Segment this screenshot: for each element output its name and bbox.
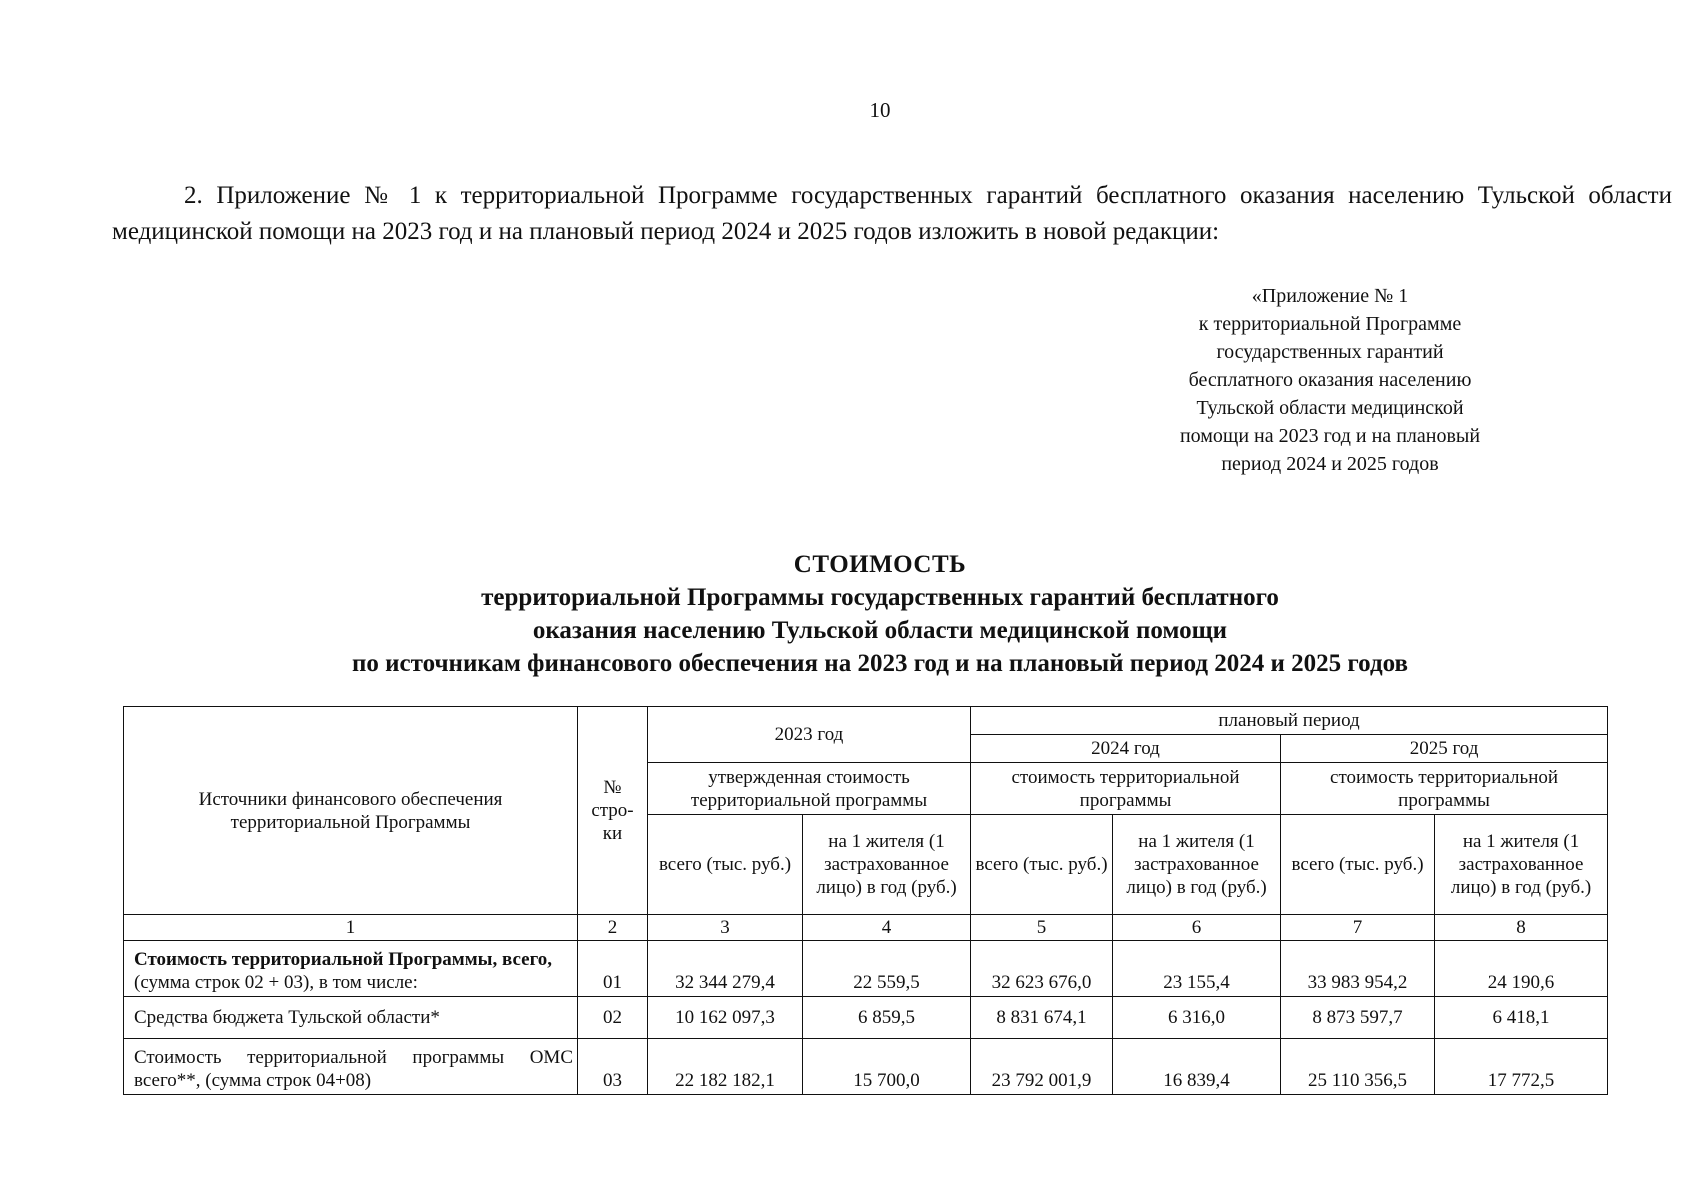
row-value: 25 110 356,5 [1281,1039,1435,1095]
appendix-note [1120,282,1540,478]
header-year-2024: 2024 год [971,735,1281,763]
appendix-note-line: бесплатного оказания населению [1188,369,1472,391]
appendix-note-line: государственных гарантий [1216,341,1444,363]
title-line: территориальной Программы государственных гарантий бесплатного [481,584,1279,611]
header-per-capita-2024: на 1 жителя (1 застрахованное лицо) в год (руб.) [1113,815,1281,915]
table-row [124,941,1608,997]
title-line: по источникам финансового обеспечения на 2023 год и на плановый период 2024 и 2025 годов [352,650,1408,677]
row-label-rest: Средства бюджета Тульской области* [134,1007,440,1028]
header-cost-2024: стоимость территориальной программы [971,763,1281,815]
row-value: 17 772,5 [1435,1039,1608,1095]
header-total-2025: всего (тыс. руб.) [1281,815,1435,915]
header-year-2025: 2025 год [1281,735,1608,763]
row-label [124,941,578,997]
table-row [124,1039,1608,1095]
column-number: 5 [971,915,1113,941]
header-per-capita-2023: на 1 жителя (1 застрахованное лицо) в год (руб.) [803,815,971,915]
row-value: 6 859,5 [803,997,971,1039]
appendix-note-line: помощи на 2023 год и на плановый [1179,425,1481,447]
header-per-capita-2025: на 1 жителя (1 застрахованное лицо) в год (руб.) [1435,815,1608,915]
row-value: 24 190,6 [1435,941,1608,997]
header-cost-2025: стоимость территориальной программы [1281,763,1608,815]
title-line: оказания населению Тульской области медицинской помощи [532,617,1228,644]
row-value: 10 162 097,3 [648,997,803,1039]
row-value: 32 623 676,0 [971,941,1113,997]
header-approved-cost: утвержденная стоимость территориальной программы [648,763,971,815]
column-number: 7 [1281,915,1435,941]
header-row-no: № стро-ки [578,707,648,915]
row-label [124,997,578,1039]
cost-table [123,706,1608,1095]
table-row [124,997,1608,1039]
row-label-rest: (сумма строк 02 + 03), в том числе: [134,972,418,993]
appendix-note-line: к территориальной Программе [1198,313,1462,335]
row-no: 03 [578,1039,648,1095]
row-value: 22 182 182,1 [648,1039,803,1095]
row-no: 01 [578,941,648,997]
row-value: 8 831 674,1 [971,997,1113,1039]
header-total-2023: всего (тыс. руб.) [648,815,803,915]
page-number: 10 [869,98,891,122]
row-label-rest: Стоимость территориальной программы ОМС всего**, (сумма строк 04+08) [134,1047,573,1091]
appendix-note-line: Тульской области медицинской [1196,397,1464,419]
appendix-note-line: период 2024 и 2025 годов [1221,453,1439,475]
row-no: 02 [578,997,648,1039]
column-number: 2 [578,915,648,941]
row-value: 23 792 001,9 [971,1039,1113,1095]
column-number: 8 [1435,915,1608,941]
header-year-2023: 2023 год [648,707,971,763]
header-planned-period: плановый период [971,707,1608,735]
row-value: 23 155,4 [1113,941,1281,997]
appendix-note-line: «Приложение № 1 [1251,285,1409,307]
title-main: СТОИМОСТЬ [793,551,967,578]
column-number: 4 [803,915,971,941]
row-label-bold: Стоимость территориальной Программы, всего, [134,949,552,970]
row-value: 33 983 954,2 [1281,941,1435,997]
column-number: 1 [124,915,578,941]
row-value: 32 344 279,4 [648,941,803,997]
row-value: 22 559,5 [803,941,971,997]
column-number: 3 [648,915,803,941]
header-total-2024: всего (тыс. руб.) [971,815,1113,915]
row-value: 15 700,0 [803,1039,971,1095]
column-number: 6 [1113,915,1281,941]
row-value: 16 839,4 [1113,1039,1281,1095]
header-sources: Источники финансового обеспечения территориальной Программы [124,707,578,915]
row-value: 6 418,1 [1435,997,1608,1039]
row-value: 8 873 597,7 [1281,997,1435,1039]
document-title [0,548,1700,680]
row-label [124,1039,578,1095]
row-value: 6 316,0 [1113,997,1281,1039]
intro-paragraph: 2. Приложение № 1 к территориальной Программе государственных гарантий бесплатного оказания населению Тульской области медицинской помощи на 2023 год и на плановый период 2024 и 2025 годов изложить в новой редакции: [112,182,1672,245]
